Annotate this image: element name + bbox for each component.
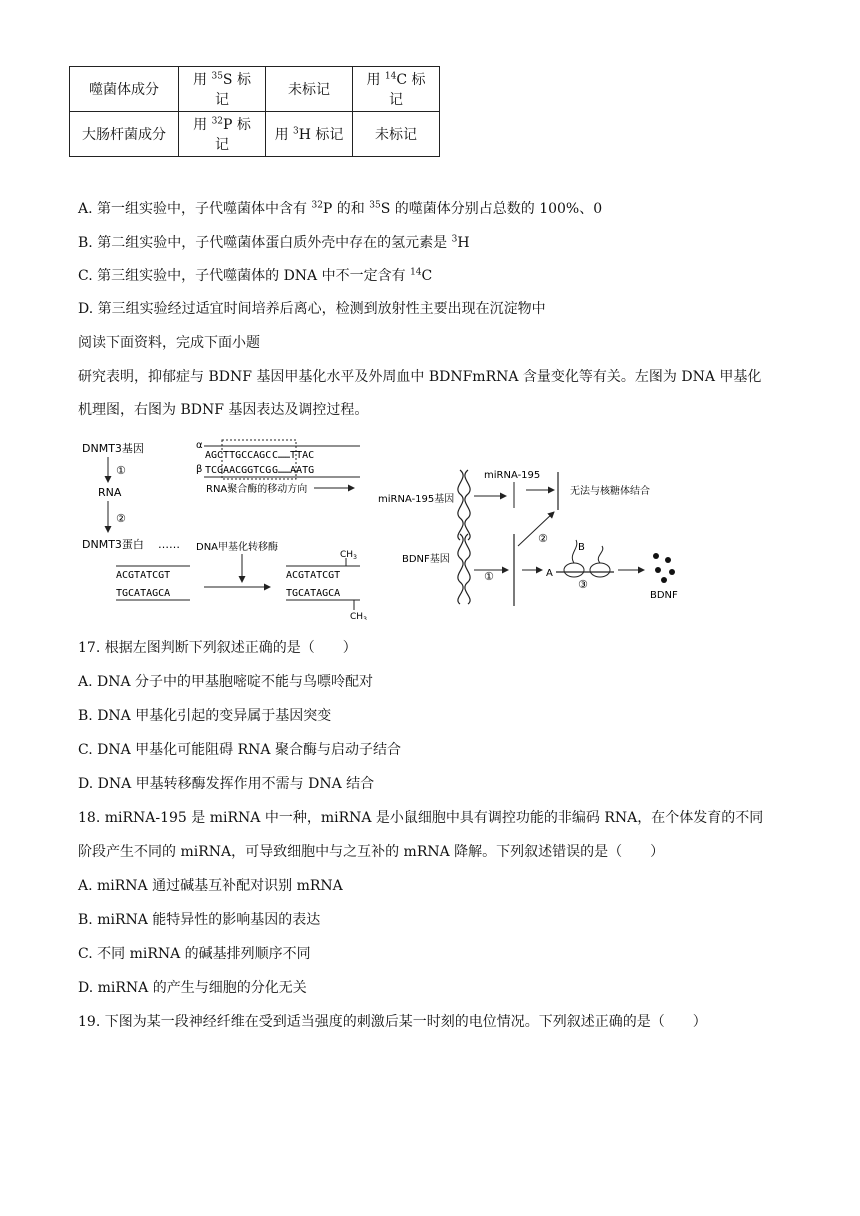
beta-sequence-tail: G……AATG <box>272 465 315 476</box>
bdnf-particle <box>655 567 661 573</box>
passage-line: 研究表明，抑郁症与 BDNF 基因甲基化水平及外周血中 BDNFmRNA 含量变化等有关。左图为 DNA 甲基化 <box>78 369 762 385</box>
mirna195-gene-label: miRNA-195基因 <box>378 494 455 505</box>
cell-text: 未标记 <box>375 127 417 143</box>
sequence-bottom-after: TGCATAGCA <box>286 588 341 599</box>
ribosome <box>564 563 584 577</box>
bdnf-gene-helix <box>458 534 463 604</box>
bdnf-label: BDNF <box>650 590 678 601</box>
option-18d: D. miRNA 的产生与细胞的分化无关 <box>78 980 307 996</box>
ch3-label: $CH_3$ <box>340 550 357 561</box>
table-cell <box>353 67 440 112</box>
label-b: B <box>578 542 585 553</box>
no-ribosome-label: 无法与核糖体结合 <box>570 486 650 497</box>
isotope-mass: 3 <box>293 126 299 137</box>
option-18b: B. miRNA 能特异性的影响基因的表达 <box>78 912 321 928</box>
row-label: 大肠杆菌成分 <box>82 127 166 143</box>
cell-text: 用 <box>193 117 212 133</box>
option-16a <box>78 199 602 219</box>
bdnf-particle <box>669 569 675 575</box>
ch3-label: $CH_3$ <box>350 612 367 620</box>
table-cell <box>70 112 179 157</box>
beta-label: β <box>196 464 203 475</box>
option-16c <box>78 266 432 286</box>
text: H <box>457 235 470 251</box>
reading-intro: 阅读下面资料，完成下面小题 <box>78 335 260 351</box>
isotope-mass: 14 <box>410 267 422 278</box>
question-17-stem: 17. 根据左图判断下列叙述正确的是（ ） <box>78 640 357 656</box>
table-cell <box>179 67 266 112</box>
mirna195-label: miRNA-195 <box>484 470 541 481</box>
passage-line: 机理图，右图为 BDNF 基因表达及调控过程。 <box>78 402 369 418</box>
table-cell <box>70 67 179 112</box>
arrow <box>518 512 554 546</box>
text: C. 第三组实验中，子代噬菌体的 DNA 中不一定含有 <box>78 268 411 284</box>
option-18c: C. 不同 miRNA 的碱基排列顺序不同 <box>78 946 311 962</box>
ellipsis: …… <box>158 538 180 551</box>
alpha-label: α <box>196 440 203 451</box>
cell-text: 用 <box>366 72 385 88</box>
mirna195-gene-helix <box>465 470 470 540</box>
option-17b: B. DNA 甲基化引起的变异属于基因突变 <box>78 708 332 724</box>
bdnf-gene-label: BDNF基因 <box>402 554 450 565</box>
beta-sequence-boxed: TCGAACGGTCG <box>205 465 272 476</box>
labeling-table <box>69 66 440 157</box>
isotope-mass: 3 <box>451 234 458 245</box>
option-16b <box>78 233 470 253</box>
bdnf-particle <box>661 577 667 583</box>
text: C <box>421 268 433 284</box>
transferase-label: DNA甲基化转移酶 <box>196 542 279 553</box>
label-a: A <box>546 568 553 579</box>
cell-text: C 标记 <box>389 72 426 108</box>
bdnf-gene-helix <box>465 534 470 604</box>
table-row <box>70 67 440 112</box>
step-1-right: ① <box>484 570 494 583</box>
option-17d: D. DNA 甲基转移酶发挥作用不需与 DNA 结合 <box>78 776 375 792</box>
text: S 的噬菌体分别占总数的 100%、0 <box>380 201 603 217</box>
isotope-mass: 35 <box>369 200 381 211</box>
isotope-mass: 35 <box>211 71 223 82</box>
isotope-mass: 32 <box>311 200 323 211</box>
bdnf-particle <box>653 553 659 559</box>
question-18-stem: 18. miRNA-195 是 miRNA 中一种，miRNA 是小鼠细胞中具有调控功能的非编码 RNA，在个体发育的不同 <box>78 810 764 826</box>
cell-text: S 标记 <box>215 72 251 108</box>
alpha-sequence-boxed: AGCTTGCCAGC <box>205 450 272 461</box>
cell-text: H 标记 <box>298 127 344 143</box>
table-cell <box>353 112 440 157</box>
cell-text: P 标记 <box>215 117 251 153</box>
step-3-right: ③ <box>578 578 588 591</box>
sequence-top-before: ACGTATCGT <box>116 570 171 581</box>
text: B. 第二组实验中，子代噬菌体蛋白质外壳中存在的氢元素是 <box>78 235 452 251</box>
bdnf-particle <box>665 557 671 563</box>
text: P 的和 <box>322 201 370 217</box>
isotope-mass: 32 <box>211 116 224 127</box>
option-17c: C. DNA 甲基化可能阻碍 RNA 聚合酶与启动子结合 <box>78 742 401 758</box>
step-2-right: ② <box>538 532 548 545</box>
option-16d: D. 第三组实验经过适宜时间培养后离心，检测到放射性主要出现在沉淀物中 <box>78 301 546 317</box>
option-17a: A. DNA 分子中的甲基胞嘧啶不能与鸟嘌呤配对 <box>78 674 374 690</box>
table-cell <box>266 112 353 157</box>
cell-text: 用 <box>193 72 212 88</box>
mirna195-gene-helix <box>458 470 463 540</box>
step-1-label: ① <box>116 464 126 477</box>
rna-label: RNA <box>98 486 122 499</box>
cell-text: 用 <box>274 127 294 143</box>
cell-text: 未标记 <box>288 82 330 98</box>
peptide-chain <box>598 546 603 563</box>
dna-methylation-figure <box>78 430 698 620</box>
dnmt3-protein-label: DNMT3蛋白 <box>82 538 144 551</box>
text: A. 第一组实验中，子代噬菌体中含有 <box>78 201 312 217</box>
table-cell <box>266 67 353 112</box>
sequence-top-after: ACGTATCGT <box>286 570 341 581</box>
option-18a: A. miRNA 通过碱基互补配对识别 mRNA <box>78 878 343 894</box>
sequence-bottom-before: TGCATAGCA <box>116 588 171 599</box>
alpha-sequence-tail: C……TTAC <box>272 450 315 461</box>
row-label: 噬菌体成分 <box>89 82 159 98</box>
question-19-stem: 19. 下图为某一段神经纤维在受到适当强度的刺激后某一时刻的电位情况。下列叙述正确的是（ ） <box>78 1014 707 1030</box>
polymerase-direction-label: RNA聚合酶的移动方向 <box>206 484 308 495</box>
table-row <box>70 112 440 157</box>
question-18-stem: 阶段产生不同的 miRNA，可导致细胞中与之互补的 mRNA 降解。下列叙述错误的是（ ） <box>78 844 665 860</box>
dnmt3-gene-label: DNMT3基因 <box>82 442 144 455</box>
step-2-label: ② <box>116 512 126 525</box>
ribosome <box>590 563 610 577</box>
peptide-chain <box>572 540 577 563</box>
isotope-mass: 14 <box>384 71 397 82</box>
table-cell <box>179 112 266 157</box>
